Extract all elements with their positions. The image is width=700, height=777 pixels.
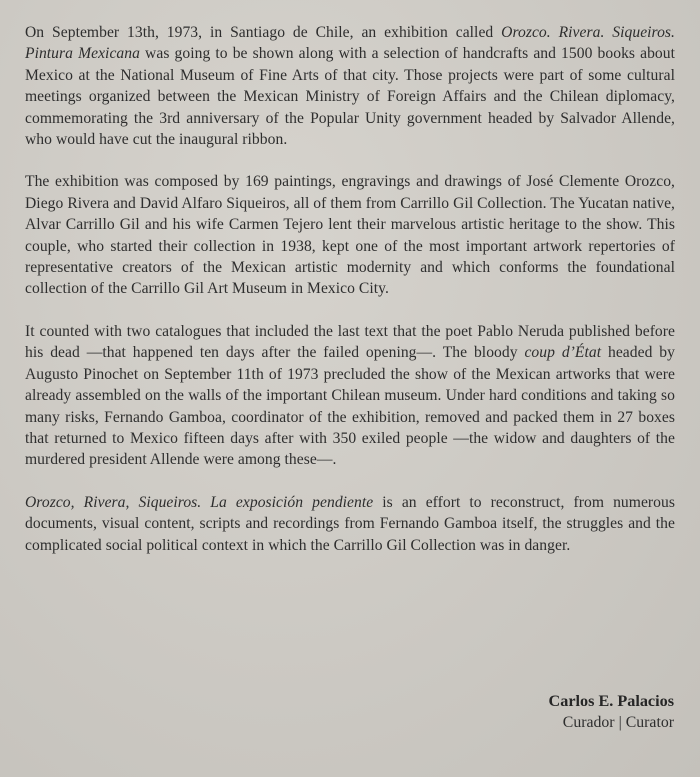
coup-detat-italic: coup d’État <box>524 344 602 362</box>
curator-role-spanish: Curador <box>562 714 615 731</box>
paragraph-4 <box>25 492 675 556</box>
pending-exhibition-title-italic: Orozco, Rivera, Siqueiros. La exposición pendiente <box>25 493 374 511</box>
wall-text-panel <box>25 22 675 577</box>
paragraph-4-text: is an effort to reconstruct, from numerous documents, visual content, scripts and recordings from Fernando Gamboa itself, the struggles and the complicated social political context in which the Carrillo Gil Collection was in danger. <box>25 493 675 554</box>
curator-name: Carlos E. Palacios <box>548 692 674 710</box>
paragraph-2 <box>25 171 675 299</box>
paragraph-1 <box>25 22 675 150</box>
exhibition-title-italic: Orozco. Rivera. Siqueiros. Pintura Mexicana <box>25 24 676 63</box>
paragraph-1-text-1: On September 13th, 1973, in Santiago de Chile, an exhibition called <box>25 24 502 41</box>
paragraph-3 <box>25 321 675 471</box>
paragraph-3-text-2: headed by Augusto Pinochet on September 11th of 1973 precluded the show of the Mexican artworks that were already assembled on the walls of the important Chilean museum. Under hard conditions and taking so many risks, Fernando Gamboa, coordinator of the exhibition, removed and packed them in 27 boxes that returned to Mexico fifteen days after with 350 exiled people —the widow and daughters of the murdered president Allende were among these—. <box>25 344 675 469</box>
paragraph-3-text-1: It counted with two catalogues that included the last text that the poet Pablo Neruda published before his dead —that happened ten days after the failed opening—. The bloody <box>25 322 675 362</box>
curator-role <box>549 712 674 734</box>
paragraph-1-text-2: was going to be shown along with a selection of handcrafts and 1500 books about Mexico at the National Museum of Fine Arts of that city. Those projects were part of some cultural meetings organized between the Mexican Ministry of Foreign Affairs and the Chilean diplomacy, commemorating the 3rd anniversary of the Popular Unity government headed by Salvador Allende, who would have cut the inaugural ribbon. <box>25 45 676 149</box>
role-separator: | <box>618 714 622 731</box>
curator-role-english: Curator <box>625 714 674 731</box>
curator-signature <box>549 690 674 734</box>
paragraph-2-text: The exhibition was composed by 169 paintings, engravings and drawings of José Clemente Orozco, Diego Rivera and David Alfaro Siqueiros, all of them from Carrillo Gil Collection. The Yucatan native, Alvar Carrillo Gil and his wife Carmen Tejero lent their marvelous artistic heritage to the show. This couple, who started their collection in 1938, kept one of the most important artwork repertories of representative creators of the Mexican artistic modernity and which conforms the foundational collection of the Carrillo Gil Art Museum in Mexico City. <box>25 173 675 298</box>
